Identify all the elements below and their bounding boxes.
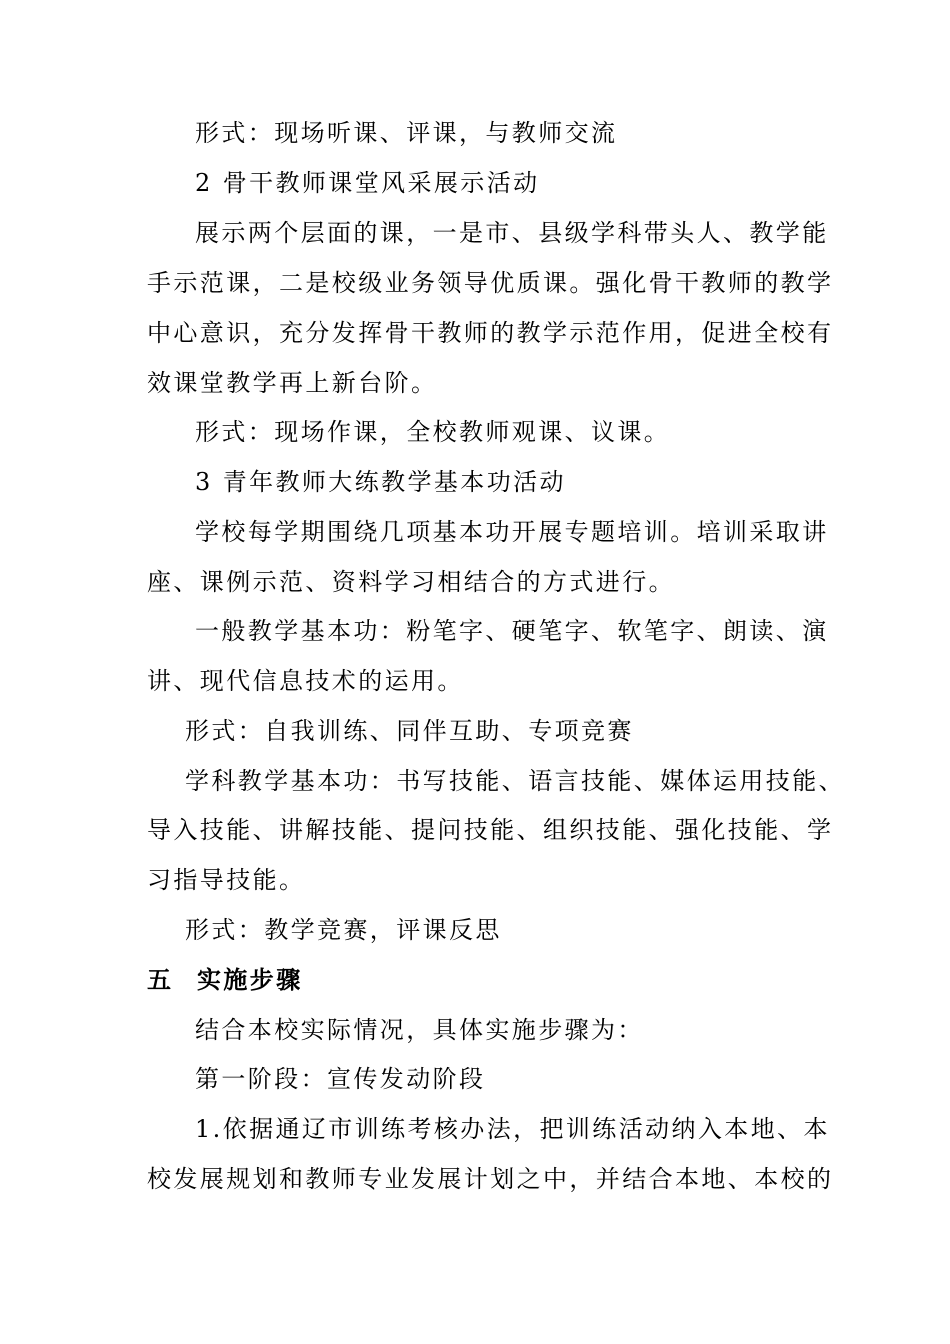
paragraph-line: 形式：现场作课，全校教师观课、议课。 [195,418,671,446]
paragraph-line: 效课堂教学再上新台阶。 [147,369,438,397]
paragraph-line: 座、课例示范、资料学习相结合的方式进行。 [147,568,675,596]
paragraph-line: 讲、现代信息技术的运用。 [147,667,464,695]
paragraph-line: 形式：现场听课、评课，与教师交流 [195,119,618,147]
subheading-young-teachers: 3 青年教师大练教学基本功活动 [195,468,566,496]
paragraph-line: 形式：自我训练、同伴互助、专项竞赛 [185,717,634,745]
paragraph-line: 校发展规划和教师专业发展计划之中，并结合本地、本校的 [147,1165,834,1193]
paragraph-line: 中心意识，充分发挥骨干教师的教学示范作用，促进全校有 [147,319,834,347]
section-number: 五 [147,965,174,994]
paragraph-line: 1.依据通辽市训练考核办法，把训练活动纳入本地、本 [195,1115,830,1143]
paragraph-line: 学校每学期围绕几项基本功开展专题培训。培训采取讲 [195,518,829,546]
subheading-backbone-teachers: 2 骨干教师课堂风采展示活动 [195,169,540,197]
section-heading-implementation-steps [147,964,817,996]
paragraph-line: 结合本校实际情况，具体实施步骤为： [195,1016,644,1044]
paragraph-line: 形式：教学竞赛，评课反思 [185,916,502,944]
paragraph-line: 习指导技能。 [147,866,306,894]
paragraph-line: 学科教学基本功：书写技能、语言技能、媒体运用技能、 [185,767,845,795]
paragraph-line: 第一阶段：宣传发动阶段 [195,1065,486,1093]
paragraph-line: 手示范课，二是校级业务领导优质课。强化骨干教师的教学 [147,269,834,297]
paragraph-line: 导入技能、讲解技能、提问技能、组织技能、强化技能、学 [147,816,834,844]
paragraph-line: 展示两个层面的课，一是市、县级学科带头人、教学能 [195,219,829,247]
section-title: 实施步骤 [197,965,303,994]
paragraph-line: 一般教学基本功：粉笔字、硬笔字、软笔字、朗读、演 [195,617,829,645]
